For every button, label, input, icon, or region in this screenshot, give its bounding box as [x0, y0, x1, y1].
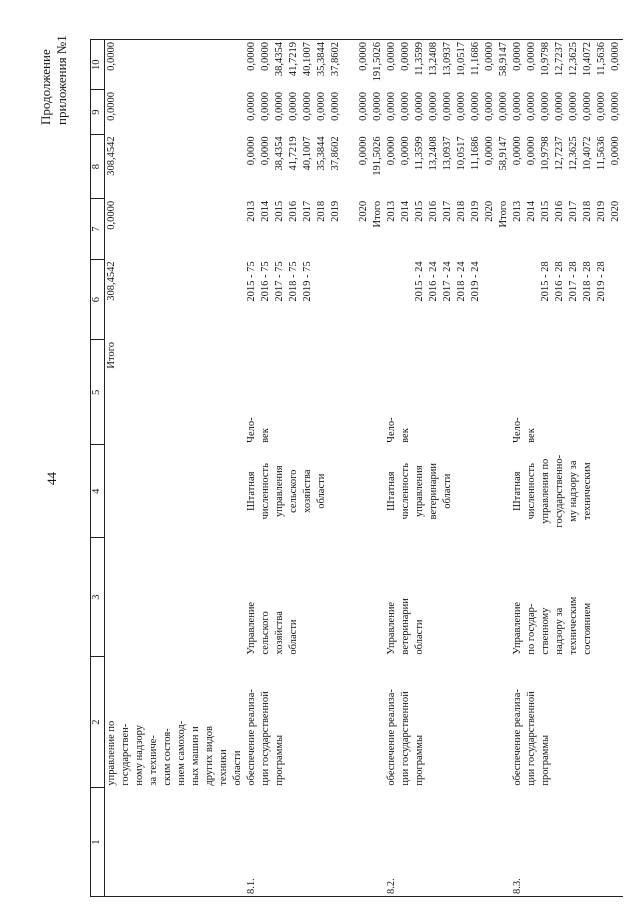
section-unit: Чело- век: [386, 417, 411, 443]
section-executor: Управление по государ- ственному надзору за техническим состоянием: [512, 596, 593, 655]
table-row-section-8-1: [245, 40, 385, 897]
section-years: 2013 2014 2015 2016 2017 2018 2019 2020 Итого: [246, 200, 383, 228]
section-regional: 0,0000 0,0000 10,9798 12,7237 12,3625 10,4072 11,5636 0,0000: [511, 40, 623, 90]
section-total: 0,0000 0,0000 11,3599 13,2408 13,0937 10,0517 11,1686 0,0000 58,9147: [386, 136, 509, 171]
section-name: обеспечение реализа- ции государственной программы: [386, 689, 425, 786]
section-total: 0,0000 0,0000 10,9798 12,7237 12,3625 10,4072 11,5636 0,0000: [512, 136, 621, 171]
section-federal: 0,0000 0,0000 0,0000 0,0000 0,0000 0,0000 0,0000 0,0000: [512, 91, 621, 121]
page-number: 44: [44, 472, 59, 485]
section-executor: Управление ветеринарии области: [386, 598, 425, 655]
section-values: 2015 - 24 2016 - 24 2017 - 24 2018 - 24 2019 - 24: [414, 261, 481, 302]
section-indicator: Штатная численность управления по государственно- му надзору за техническим: [512, 454, 593, 528]
header-col-8: 8: [91, 134, 105, 199]
section-number: 8.3.: [511, 788, 623, 897]
header-col-4: 4: [91, 445, 105, 538]
table-header: [91, 40, 105, 897]
header-col-2: 2: [91, 657, 105, 788]
continued-other: 0,0000: [105, 40, 246, 90]
section-name: обеспечение реализа- ции государственной программы: [246, 689, 285, 786]
section-executor: Управление сельского хозяйства области: [246, 601, 299, 655]
section-values: 2015 - 28 2016 - 28 2017 - 28 2018 - 28 2019 - 28: [540, 261, 607, 302]
table-row-continuation: [105, 40, 246, 897]
section-values: 2015 - 75 2016 - 75 2017 - 75 2018 - 75 2019 - 75: [246, 261, 313, 302]
table-row-section-8-2: [385, 40, 511, 897]
section-regional: 0,0000 0,0000 11,3599 13,2408 13,0937 10,0517 11,1686 0,0000 58,9147: [385, 40, 511, 90]
continued-regional: 308,4542: [106, 136, 117, 176]
continued-total: 308,4542: [106, 261, 117, 301]
continued-federal: 0,0000: [106, 200, 117, 230]
section-years: 2013 2014 2015 2016 2017 2018 2019 2020: [512, 200, 621, 222]
section-regional: 0,0000 0,0000 38,4354 41,7219 40,1007 35,3844 37,8602 0,0000 191,5026: [245, 40, 385, 90]
page-subtitle: Продолжение приложения №1: [38, 35, 69, 125]
continued-local: 0,0000: [106, 91, 117, 121]
header-col-9: 9: [91, 90, 105, 134]
section-name: обеспечение реализа- ции государственной программы: [512, 689, 551, 786]
header-col-10: 10: [91, 40, 105, 90]
section-federal: 0,0000 0,0000 0,0000 0,0000 0,0000 0,0000 0,0000 0,0000 0,0000: [246, 91, 383, 121]
section-unit: Чело- век: [246, 417, 271, 443]
section-number: 8.1.: [245, 788, 385, 897]
continued-executor: управление по государствен- ному надзору за техниче- ским состоя- нием самоход- ных машин и других видов техники области: [106, 720, 243, 786]
program-table: [90, 39, 623, 897]
section-number: 8.2.: [385, 788, 511, 897]
table-row-section-8-3: [511, 40, 623, 897]
header-col-3: 3: [91, 538, 105, 657]
header-col-6: 6: [91, 259, 105, 340]
header-col-1: 1: [91, 788, 105, 897]
header-col-7: 7: [91, 199, 105, 259]
section-indicator: Штатная численность управления сельского хозяйства области: [246, 463, 327, 520]
section-unit: Чело- век: [512, 417, 537, 443]
section-federal: 0,0000 0,0000 0,0000 0,0000 0,0000 0,0000 0,0000 0,0000 0,0000: [386, 91, 509, 121]
section-indicator: Штатная численность управления ветеринарии области: [386, 463, 453, 520]
section-total: 0,0000 0,0000 38,4354 41,7219 40,1007 35,3844 37,8602 0,0000 191,5026: [246, 136, 383, 176]
continued-total-label: Итого: [106, 342, 117, 369]
header-col-5: 5: [91, 340, 105, 445]
section-years: 2013 2014 2015 2016 2017 2018 2019 2020 Итого: [386, 200, 509, 228]
